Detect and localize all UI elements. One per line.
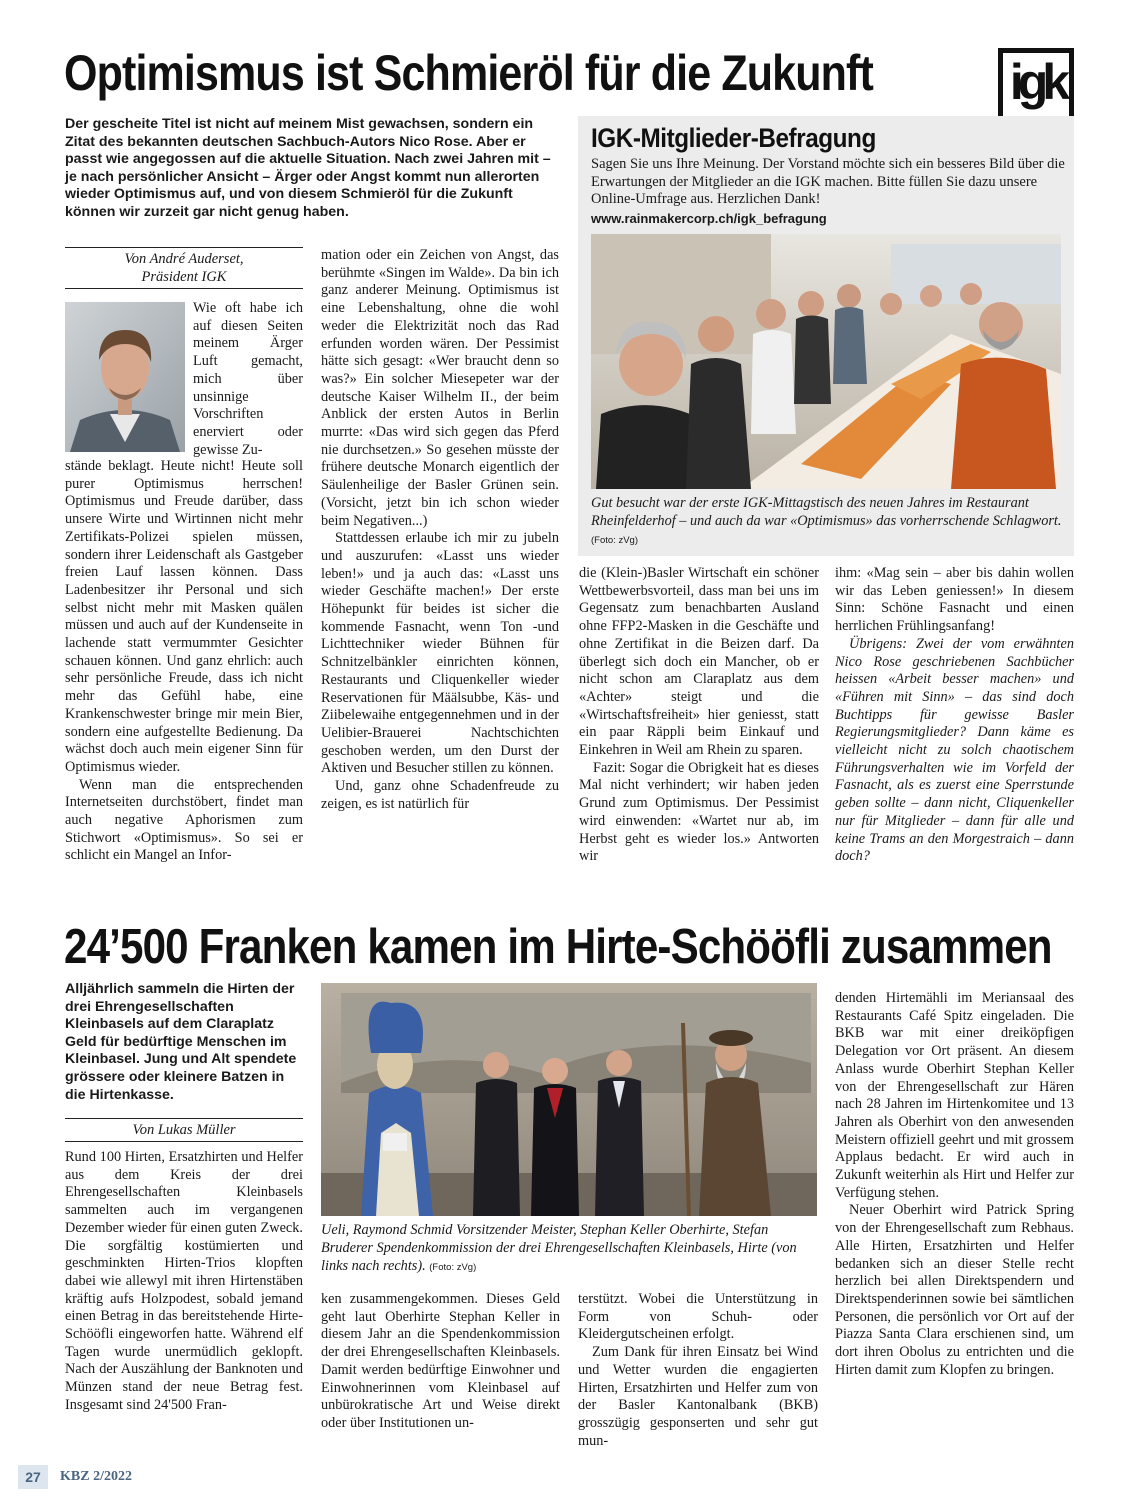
article1-col4-p1: ihm: «Mag sein – aber bis dahin wollen wir das Leben geniessen!» In diesem Sinn: Schöne Fasnacht und einen herrlichen Frühlingsanfang!	[835, 565, 1074, 635]
survey-box	[578, 116, 1074, 556]
survey-title: IGK-Mitglieder-Befragung	[591, 123, 876, 153]
page-number-text: 27	[25, 1469, 41, 1485]
article2-col3-p1: terstützt. Wobei die Unterstützung in Form von Schuh- oder Kleidergutscheinen erfolgt.	[578, 1291, 818, 1343]
survey-text: Sagen Sie uns Ihre Meinung. Der Vorstand möchte sich ein besseres Bild über die Erwartungen der Mitglieder an die IGK machen. Bitte füllen Sie dazu unsere Online-Umfrage aus. Herzlichen Dank!	[591, 156, 1065, 207]
article2-col1	[65, 1149, 303, 1415]
survey-link[interactable]: www.rainmakercorp.ch/igk_befragung	[591, 211, 827, 226]
article1-col1-p1: stände beklagt. Heute nicht! Heute soll purer Optimismus herrschen! Optimismus und Freude darüber, dass unsere Wirte und Wirtinnen nicht mehr Zertifikats-Polizei spielen müssen, sondern ihrer Leidenschaft als Gastgeber freien Lauf lassen können. Dass Ladenbesitzer ihr Personal und sich selbst nicht mehr mit Masken quälen müssen und auch auf der Kundenseite in lachende statt vermummter Gesichter schauen können. Und ganz ehrlich: auch sehr persönliche Freude, dass ich nicht mehr das Gefühl habe, eine Krankenschwester bringe mir mein Bier, sondern eine aufgestellte Bedienung. Da wächst doch auch mein eigener Sinn für Optimismus wieder.	[65, 458, 303, 775]
article2-byline-name: Von Lukas Müller	[132, 1122, 236, 1138]
article1-col4-p2: Übrigens: Zwei der vom erwähnten Nico Rose geschriebenen Sachbücher heissen «Arbeit besser machen» und «Führen mit Sinn» – das sind doch Buchtipps für gewisse Basler Regierungsmitglieder? Dann käme es vielleicht nicht zu solch chaotischem Führungsverhalten wie im Vorfeld der Fasnacht, als es zuerst eine Sperrstunde geben sollte – dann nicht, Cliquenkeller nur für Mitglieder – dann für alle und keine Trams an den Morgestraich – dann doch?	[835, 635, 1074, 865]
article1-col2-p1: mation oder ein Zeichen von Angst, das berühmte «Singen im Walde». Da bin ich ganz anderer Meinung. Optimismus ist eine Lebenshaltung, ohne die wohl weder die Elektrizität noch das Rad erfunden worden wären. Der Pessimist hätte sich gesagt: «Wer braucht denn so was?» Ein solcher Miesepeter war der deutsche Kaiser Wilhelm II., der beim Anblick der ersten Autos in Berlin murrte: «Das wird sich gegen das Pferd nie durchsetzen.» So gesehen müsste der frühere deutsche Monarch eigentlich der Säulenheilige der Basler Grünen sein. (Vorsicht, jetzt bin ich schon wieder beim Negativen...)	[321, 247, 559, 529]
page-number	[18, 1465, 48, 1489]
survey-caption	[591, 494, 1066, 550]
article1-col1-wrap: Wie oft habe ich auf diesen Seiten meinem Ärger Luft gemacht, mich über unsinnige Vorschriften enerviert oder gewisse Zu-	[193, 300, 303, 458]
author-portrait	[65, 302, 185, 452]
article2-lead: Alljährlich sammeln die Hirten der drei Ehrengesellschaften Kleinbasels auf dem Claraplatz Geld für bedürftige Menschen im Kleinbasel. Jung und Alt spendete grössere oder kleinere Batzen in die Hirtenkasse.	[65, 981, 297, 1103]
article1-col3-p1: die (Klein-)Basler Wirtschaft ein schöner Wettbewerbsvorteil, dass man bei uns im Gegensatz zum benachbarten Ausland ohne FFP2-Masken in die Geschäfte und ohne Zertifikat in die Beizen darf. Da überlegt sich doch ein Mancher, ob er nicht schon am Claraplatz aus dem «Achter» steigt und die «Wirtschaftsfreiheit» hier geniesst, statt ein paar Räppli beim Einkauf und Einkehren in Weil am Rhein zu sparen.	[579, 565, 819, 759]
issue-label: KBZ 2/2022	[60, 1469, 132, 1484]
hirten-caption-credit: (Foto: zVg)	[429, 1262, 477, 1273]
article1-byline	[65, 247, 303, 289]
article2-col1-p1: Rund 100 Hirten, Ersatzhirten und Helfer aus dem Kreis der drei Ehrengesellschaften Kleinbasels sammelten auch im vergangenen Dezember wieder für einen guten Zweck. Die sorgfältig kostümierten und geschminkten Hirten-Trios klopften dabei wie allewyl mit ihren Hirtenstäben kräftig aufs Holzpodest, sobald jemand einen Betrag in das bereitstehende Hirte-Schööfli eingeworfen hatte. Während elf Tagen wurde unermüdlich geklopft. Nach der Auszählung der Banknoten und Münzen stand der neue Betrag fest. Insgesamt sind 24'500 Fran-	[65, 1149, 303, 1413]
hirten-photo	[321, 983, 817, 1216]
byline-name: Von André Auderset,	[124, 251, 244, 267]
article1-col1-p2: Wenn man die entsprechenden Internetseiten durchstöbert, findet man auch negative Aphorismen zum Stichwort «Optimismus». So sei er schlicht ein Mangel an Infor-	[65, 776, 303, 864]
article1-lead: Der gescheite Titel ist nicht auf meinem Mist gewachsen, sondern ein Zitat des bekannten deutschen Sachbuch-Autors Nico Rose. Aber er passt wie angegossen auf die aktuelle Situation. Nach zwei Jahren mit – je nach persönlicher Ansicht – Ärger oder Angst kommt nun allerorten wieder Optimismus auf, und von diesem Schmieröl für die Zukunft können wir zurzeit gar nicht genug haben.	[65, 116, 551, 220]
survey-caption-credit: (Foto: zVg)	[591, 535, 638, 546]
article1-col4	[835, 565, 1074, 866]
article2-col4	[835, 990, 1074, 1379]
hirten-caption-text: Ueli, Raymond Schmid Vorsitzender Meister, Stephan Keller Oberhirte, Stefan Bruderer Spendenkommission der drei Ehrengesellschaften Kleinbasels, Hirte (von links nach rechts).	[321, 1222, 797, 1274]
article2-col2	[321, 1291, 560, 1433]
article2-col4-p1: denden Hirtemähli im Meriansaal des Restaurants Café Spitz eingeladen. Die BKB war mit einer dreiköpfigen Delegation vor Ort präsent. An diesem Anlass wurde Oberhirt Stephan Keller von der Ehrengesellschaft zur Hären nach 28 Jahren im Hirtenkomitee und 13 Jahren als Oberhirt von den anwesenden Meistern offiziell geehrt und mit grossem Applaus bedacht. Er wird auch in Zukunft weiterhin als Hirt und Helfer zur Verfügung stehen.	[835, 990, 1074, 1201]
article2-title: 24’500 Franken kamen im Hirte-Schööfli zusammen	[64, 920, 1052, 974]
survey-caption-text: Gut besucht war der erste IGK-Mittagstisch des neuen Jahres im Restaurant Rheinfelderhof – und auch da war «Optimismus» das vorherrschende Schlagwort.	[591, 495, 1062, 529]
article1-col1	[65, 458, 303, 865]
article2-col4-p2: Neuer Oberhirt wird Patrick Spring von der Ehrengesellschaft zum Rebhaus. Alle Hirten, Ersatzhirten und Helfer bedanken sich an dieser Stelle recht herzlich bei allen Direktspendern und Direktspenderinnen sowie bei sämtlichen Personen, die persönlich vor Ort auf der Piazza Santa Clara erschienen sind, um dort ihren Obolus zu entrichten und die Hirten damit zum Klopfen zu bringen.	[835, 1202, 1074, 1378]
article2-byline	[65, 1118, 303, 1142]
group-photo-lunch	[591, 234, 1061, 489]
article1-col3	[579, 565, 819, 866]
hirten-caption	[321, 1221, 817, 1277]
article1-title: Optimismus ist Schmieröl für die Zukunft	[64, 45, 873, 101]
article1-col2	[321, 247, 559, 814]
article2-col2-p1: ken zusammengekommen. Dieses Geld geht laut Oberhirte Stephan Keller in diesem Jahr an die Spendenkommission der drei Ehrengesellschaften Kleinbasels. Damit werden bedürftige Einwohner und Einwohnerinnen vom Kleinbasel auf unbürokratische Art und Weise direkt oder über Institutionen un-	[321, 1291, 560, 1431]
article1-col2-p3: Und, ganz ohne Schadenfreude zu zeigen, es ist natürlich für	[321, 778, 559, 812]
logo-letters: igk	[1009, 54, 1065, 110]
byline-role: Präsident IGK	[141, 269, 227, 285]
article2-col3-p2: Zum Dank für ihren Einsatz bei Wind und Wetter wurden die engagierten Hirten, Ersatzhirten und Helfer zum von der Basler Kantonalbank (BKB) grosszügig gesponserten und sehr gut mun-	[578, 1344, 818, 1449]
article1-col2-p2: Stattdessen erlaube ich mir zu jubeln und auszurufen: «Lasst uns wieder leben!» und ja auch das: «Lasst uns wieder Geschäfte machen!» Der erste Höhepunkt für beides ist sicher die kommende Fasnacht, wenn Ton -und Lichttechniker wieder Bühnen für Schnitzelbänkler einrichten können, Restaurants und Cliquenkeller wieder Reservationen für Määlsubbe, Käs- und Ziibelewaihe entgegennehmen und in der Uelibier-Brauerei Nachtschichten geschoben werden, um den Durst der Aktiven und Besucher stillen zu können.	[321, 530, 559, 777]
article1-col3-p2: Fazit: Sogar die Obrigkeit hat es dieses Mal nicht verhindert; wir haben jeden Grund zum Optimismus. Der Pessimist wird einwenden: «Wartet nur ab, im Herbst geht es wieder los.» Antworten wir	[579, 759, 819, 865]
article2-col3	[578, 1291, 818, 1450]
